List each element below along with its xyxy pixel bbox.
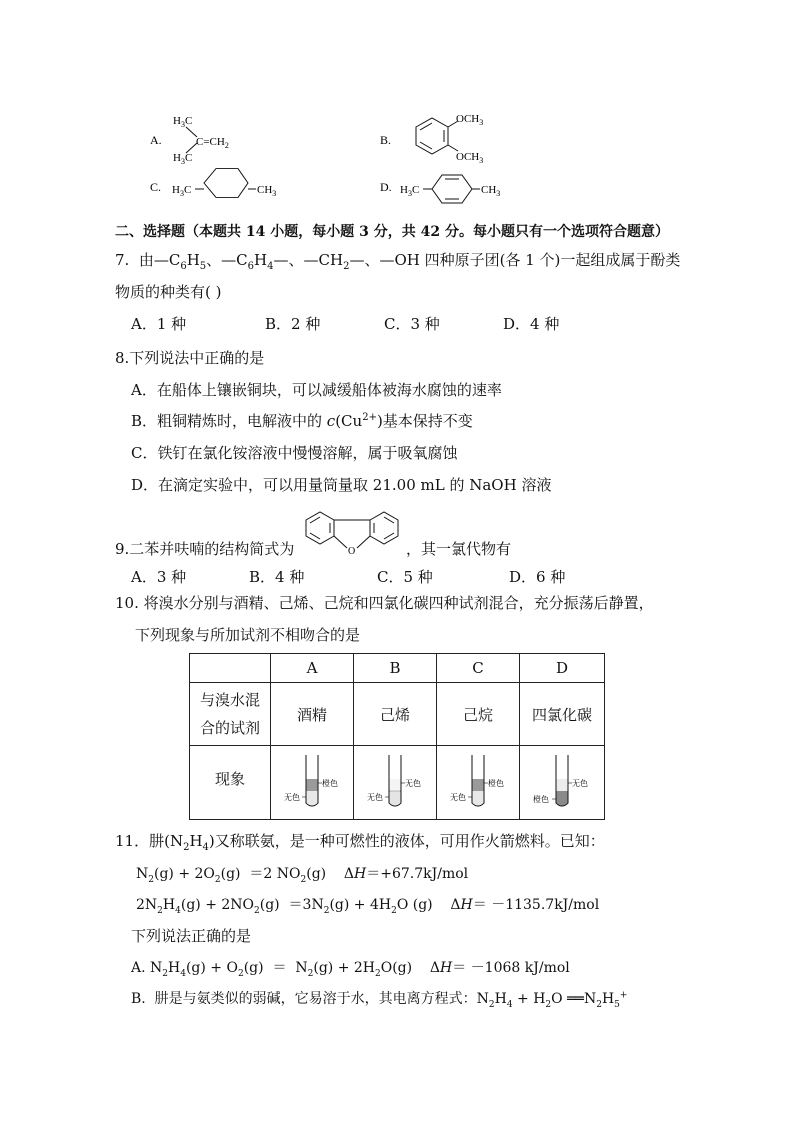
q10-header-d: D — [520, 654, 605, 683]
q6-b-och3-top: $OCH_3$ — [456, 113, 484, 127]
q9-option-a: A．3 种 — [131, 568, 187, 586]
q10-tube-b-lower-layer — [390, 791, 401, 806]
q7-stem-line2: 物质的种类有( ) — [115, 283, 222, 301]
q6-a-label: A. — [150, 133, 162, 147]
q7-option-c: C．3 种 — [384, 315, 440, 333]
q9-stem-pre: 9.二苯并呋喃的结构简式为 — [115, 540, 295, 558]
q6-structures — [140, 105, 540, 205]
q10-tube-cell-c — [437, 746, 520, 820]
q10-phenomenon-label: 现象 — [190, 746, 271, 820]
q8-option-d: D．在滴定实验中，可以用量筒量取 21.00 mL 的 NaOH 溶液 — [131, 476, 552, 494]
q10-tube-a-upper-label: 橙色 — [322, 778, 338, 788]
q8-option-a: A．在船体上镶嵌铜块，可以减缓船体被海水腐蚀的速率 — [131, 381, 502, 399]
q7-option-b: B．2 种 — [265, 315, 321, 333]
q9-option-c: C．5 种 — [377, 568, 433, 586]
q8-stem: 8.下列说法中正确的是 — [115, 349, 265, 367]
q8-option-c: C．铁钉在氯化铵溶液中慢慢溶解，属于吸氧腐蚀 — [131, 444, 458, 462]
q10-tube-c-upper-label: 橙色 — [488, 778, 504, 788]
q10-tube-d-upper-layer — [557, 779, 568, 791]
q9-stem-post: ，其一氯代物有 — [406, 540, 512, 558]
dibenzofuran-o-atom: O — [348, 546, 356, 557]
q10-header-c: C — [437, 654, 520, 683]
q6-a-h3c-top: $H_3C$ — [173, 115, 193, 129]
q10-tube-d-lower-label: 橙色 — [533, 794, 549, 804]
q6-b-label: B. — [380, 133, 392, 147]
q10-reagent-label — [190, 683, 271, 746]
q10-tube-c — [438, 749, 518, 813]
section2-heading: 二、选择题（本题共 14 小题，每小题 3 分，共 42 分。每小题只有一个选项符合题意） — [115, 224, 669, 240]
q11-sub-stem: 下列说法正确的是 — [131, 927, 252, 945]
q10-reagent-row — [190, 683, 605, 746]
q6-d-left: $H_3C$ — [400, 184, 420, 198]
q10-tube-c-upper-layer — [473, 779, 484, 791]
q10-stem-line2: 下列现象与所加试剂不相吻合的是 — [135, 626, 361, 644]
q10-tube-cell-d — [520, 746, 605, 820]
q9-option-d: D．6 种 — [509, 568, 566, 586]
q6-c-label: C. — [150, 180, 162, 194]
q10-header-b: B — [354, 654, 437, 683]
q11-option-a: A. $N_2H_4(g) + O_2(g) = N_2(g) + 2H_2O(g)$ ΔH＝ －1068 kJ/mol — [131, 960, 570, 979]
q10-reagent-b: 己烯 — [354, 683, 437, 746]
q6-c-right: $CH_3$ — [257, 184, 277, 198]
q10-tube-c-lower-label: 无色 — [450, 792, 466, 802]
q7-stem-line1: 7. 由$—C_6H_5$、$—C_6H_4—$、$—CH_2—$、—OH 四种原子团(各 1 个)一起组成属于酚类 — [115, 251, 681, 272]
q10-header-row — [190, 654, 605, 683]
q10-tube-c-lower-layer — [473, 791, 484, 806]
q10-reagent-label-2: 合的试剂 — [199, 719, 260, 737]
q10-tube-b-upper-layer — [390, 779, 401, 791]
q7-option-a: A．1 种 — [131, 315, 187, 333]
q10-tube-a-upper-layer — [307, 779, 318, 791]
q11-equation-1: $N_2(g) + 2O_2(g) =2$ $NO_2(g)$ ΔH＝+67.7kJ/mol — [136, 866, 469, 885]
q10-tube-a — [272, 749, 352, 813]
q6-d-label: D. — [380, 180, 392, 194]
q10-tube-b-lower-label: 无色 — [367, 792, 383, 802]
q10-stem-line1: 10. 将溴水分别与酒精、己烯、己烷和四氯化碳四种试剂混合，充分振荡后静置， — [115, 594, 654, 612]
q10-header-empty — [190, 654, 271, 683]
q10-tube-cell-a — [271, 746, 354, 820]
q6-c-ring — [204, 169, 248, 198]
q10-phenomenon-row — [190, 746, 605, 820]
q10-reagent-c: 己烷 — [437, 683, 520, 746]
q6-c-left: $H_3C$ — [172, 184, 192, 198]
q10-tube-a-lower-label: 无色 — [284, 792, 300, 802]
q6-a-h3c-bottom: $H_3C$ — [173, 152, 193, 166]
q7-option-d: D．4 种 — [503, 315, 560, 333]
dibenzofuran-structure — [300, 500, 404, 558]
q10-reagent-d: 四氯化碳 — [520, 683, 605, 746]
q10-tube-cell-b — [354, 746, 437, 820]
q11-stem: 11．肼$(N_2H_4)$又称联氨，是一种可燃性的液体，可用作火箭燃料。已知： — [115, 832, 605, 853]
q6-d-right: $CH_3$ — [481, 184, 501, 198]
q9-option-b: B．4 种 — [249, 568, 305, 586]
q10-tube-b-upper-label: 无色 — [405, 778, 421, 788]
q6-b-och3-bottom: $OCH_3$ — [456, 151, 484, 165]
q10-reagent-a: 酒精 — [271, 683, 354, 746]
q10-table — [189, 653, 605, 820]
q10-header-a: A — [271, 654, 354, 683]
q10-tube-a-lower-layer — [307, 791, 318, 806]
q11-option-b: B. 肼是与氨类似的弱碱，它易溶于水，其电离方程式：$N_2H_4 + H_2O$ $══N_2H_5^+$ — [131, 990, 628, 1010]
q6-a-ch2: $C=CH_2$ — [196, 136, 229, 150]
q11-equation-2: $2N_2H_4(g) + 2NO_2(g) =3N_2(g) + 4H_2O$ (g) ΔH＝ －1135.7kJ/mol — [136, 897, 600, 916]
q10-tube-d-upper-label: 无色 — [572, 778, 588, 788]
q10-reagent-label-1: 与溴水混 — [199, 691, 260, 709]
q10-tube-d — [521, 749, 603, 813]
q10-tube-b — [355, 749, 435, 813]
q8-option-b: B．粗铜精炼时，电解液中的 $c(Cu^{2+})$基本保持不变 — [131, 412, 473, 430]
q10-tube-d-lower-layer — [557, 791, 568, 806]
